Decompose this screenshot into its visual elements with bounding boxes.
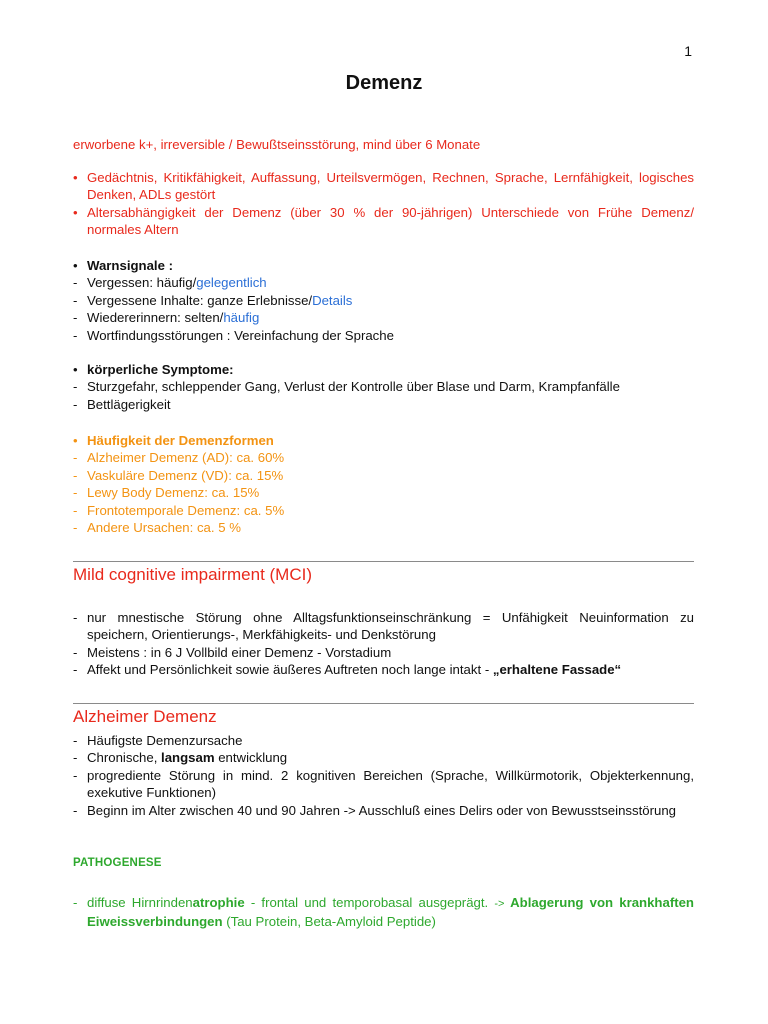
dash-marker: - xyxy=(73,502,78,518)
list-item-text: Gedächtnis, Kritikfähigkeit, Auffassung, Urteilsvermögen, Rechnen, Sprache, Lernfähigkeit, logisches Denken, ADLs gestört xyxy=(87,170,694,203)
list-item-text: - frontal und temporobasal ausgeprägt. xyxy=(244,895,495,910)
dash-marker: - xyxy=(73,662,78,678)
list-item xyxy=(73,484,694,501)
list-item-text: Vaskuläre Demenz (VD): ca. 15% xyxy=(87,467,284,483)
list-item xyxy=(73,749,694,766)
dash-marker: - xyxy=(73,520,78,536)
dash-marker: - xyxy=(73,396,78,412)
list-item xyxy=(73,378,694,395)
section-heading xyxy=(73,361,694,378)
heading-text: Häufigkeit der Demenzformen xyxy=(87,433,274,448)
dash-marker: - xyxy=(73,292,78,308)
warnsignale-section xyxy=(73,257,694,344)
list-item xyxy=(73,169,694,204)
bullet-marker: • xyxy=(73,204,78,220)
alzheimer-section xyxy=(73,732,694,819)
list-item-text: diffuse Hirnrinden xyxy=(87,895,193,910)
list-item-text: (Tau Protein, Beta-Amyloid Peptide) xyxy=(222,914,436,930)
heading-text: körperliche Symptome: xyxy=(87,362,234,377)
heading-text: Warnsignale : xyxy=(87,258,173,273)
list-item-text: Vergessene Inhalte: ganze Erlebnisse/ xyxy=(87,292,313,308)
alzheimer-heading: Alzheimer Demenz xyxy=(73,707,217,726)
dash-marker: - xyxy=(73,895,78,910)
list-item xyxy=(73,661,694,678)
dash-marker: - xyxy=(73,327,78,343)
dash-marker: - xyxy=(73,733,78,748)
section-divider xyxy=(73,703,694,704)
bold-text: langsam xyxy=(161,750,215,766)
list-item xyxy=(73,644,694,661)
list-item-text: Vergessen: häufig/ xyxy=(87,275,197,291)
dash-marker: - xyxy=(73,379,78,395)
dash-marker: - xyxy=(73,750,78,766)
list-item-text: Affekt und Persönlichkeit sowie äußeres Auftreten noch lange intakt - xyxy=(87,662,493,678)
section-heading xyxy=(73,257,694,274)
pathogenese-heading: PATHOGENESE xyxy=(73,857,162,869)
dash-marker: - xyxy=(73,467,78,483)
dash-marker: - xyxy=(73,802,78,818)
list-item xyxy=(73,449,694,466)
list-item xyxy=(73,309,694,326)
section-heading xyxy=(73,432,694,449)
list-item-text: Sturzgefahr, schleppender Gang, Verlust der Kontrolle über Blase und Darm, Krampfanfälle xyxy=(87,379,620,395)
intro-line xyxy=(73,136,694,153)
list-item xyxy=(73,274,694,291)
list-item xyxy=(73,292,694,309)
list-item-text: Frontotemporale Demenz: ca. 5% xyxy=(87,502,285,518)
list-item-text: Alzheimer Demenz (AD): ca. 60% xyxy=(87,450,285,466)
list-item xyxy=(73,327,694,344)
list-item xyxy=(73,519,694,536)
list-item xyxy=(73,609,694,644)
definition-list xyxy=(73,169,694,239)
list-item xyxy=(73,732,694,749)
list-item xyxy=(73,802,694,819)
bold-text: atrophie xyxy=(192,895,245,910)
list-item xyxy=(73,767,694,802)
bold-text: „erhaltene Fassade“ xyxy=(492,662,622,678)
bullet-marker: • xyxy=(73,258,78,273)
dash-marker: - xyxy=(73,485,78,501)
dash-marker: - xyxy=(73,450,78,466)
dash-marker: - xyxy=(73,275,78,291)
haeufigkeit-section xyxy=(73,432,694,536)
dash-marker: - xyxy=(73,610,78,625)
list-item-text: Andere Ursachen: ca. 5 % xyxy=(87,520,241,536)
list-item-text: Meistens : in 6 J Vollbild einer Demenz - Vorstadium xyxy=(87,644,392,660)
list-item xyxy=(73,502,694,519)
symptome-section xyxy=(73,361,694,413)
list-item-text: entwicklung xyxy=(214,750,288,766)
bullet-marker: • xyxy=(73,170,78,185)
page-title: Demenz xyxy=(345,72,423,94)
list-item-text: Altersabhängigkeit der Demenz (über 30 % der 90-jährigen) Unterschiede von Frühe Demenz/ normales Altern xyxy=(87,204,694,238)
list-item-text: Lewy Body Demenz: ca. 15% xyxy=(87,485,260,501)
list-item xyxy=(73,396,694,413)
list-item xyxy=(73,204,694,239)
highlight-text: Details xyxy=(312,292,353,308)
arrow-text: -> xyxy=(494,898,505,910)
list-item xyxy=(73,894,694,931)
page-number: 1 xyxy=(684,43,692,59)
list-item-text: Chronische, xyxy=(87,750,162,766)
dash-marker: - xyxy=(73,767,78,783)
dash-marker: - xyxy=(73,310,78,326)
pathogenese-section xyxy=(73,894,694,931)
bold-text: Ablagerung von krankhaften Eiweissverbindungen xyxy=(87,895,694,930)
bullet-marker: • xyxy=(73,433,78,448)
list-item-text: progrediente Störung in mind. 2 kognitiven Bereichen (Sprache, Willkürmotorik, Objekterkennung, exekutive Funktionen) xyxy=(87,767,694,801)
mci-section xyxy=(73,609,694,679)
bullet-marker: • xyxy=(73,362,78,377)
list-item-text: nur mnestische Störung ohne Alltagsfunktionseinschränkung = Unfähigkeit Neuinformation zu speichern, Orientierungs-, Merkfähigkeits- und Denkstörung xyxy=(87,610,694,643)
dash-marker: - xyxy=(73,644,78,660)
list-item-text: Bettlägerigkeit xyxy=(87,396,171,412)
list-item-text: Wiedererinnern: selten/ xyxy=(87,310,224,326)
list-item-text: Häufigste Demenzursache xyxy=(87,733,243,748)
highlight-text: häufig xyxy=(223,310,260,326)
mci-heading: Mild cognitive impairment (MCI) xyxy=(73,565,312,584)
list-item-text: Beginn im Alter zwischen 40 und 90 Jahren -> Ausschluß eines Delirs oder von Bewusstseinsstörung xyxy=(87,802,676,818)
section-divider xyxy=(73,561,694,562)
highlight-text: gelegentlich xyxy=(196,275,267,291)
list-item xyxy=(73,467,694,484)
list-item-text: Wortfindungsstörungen : Vereinfachung der Sprache xyxy=(87,327,394,343)
intro-text: erworbene k+, irreversible / Bewußtseinsstörung, mind über 6 Monate xyxy=(73,137,481,152)
